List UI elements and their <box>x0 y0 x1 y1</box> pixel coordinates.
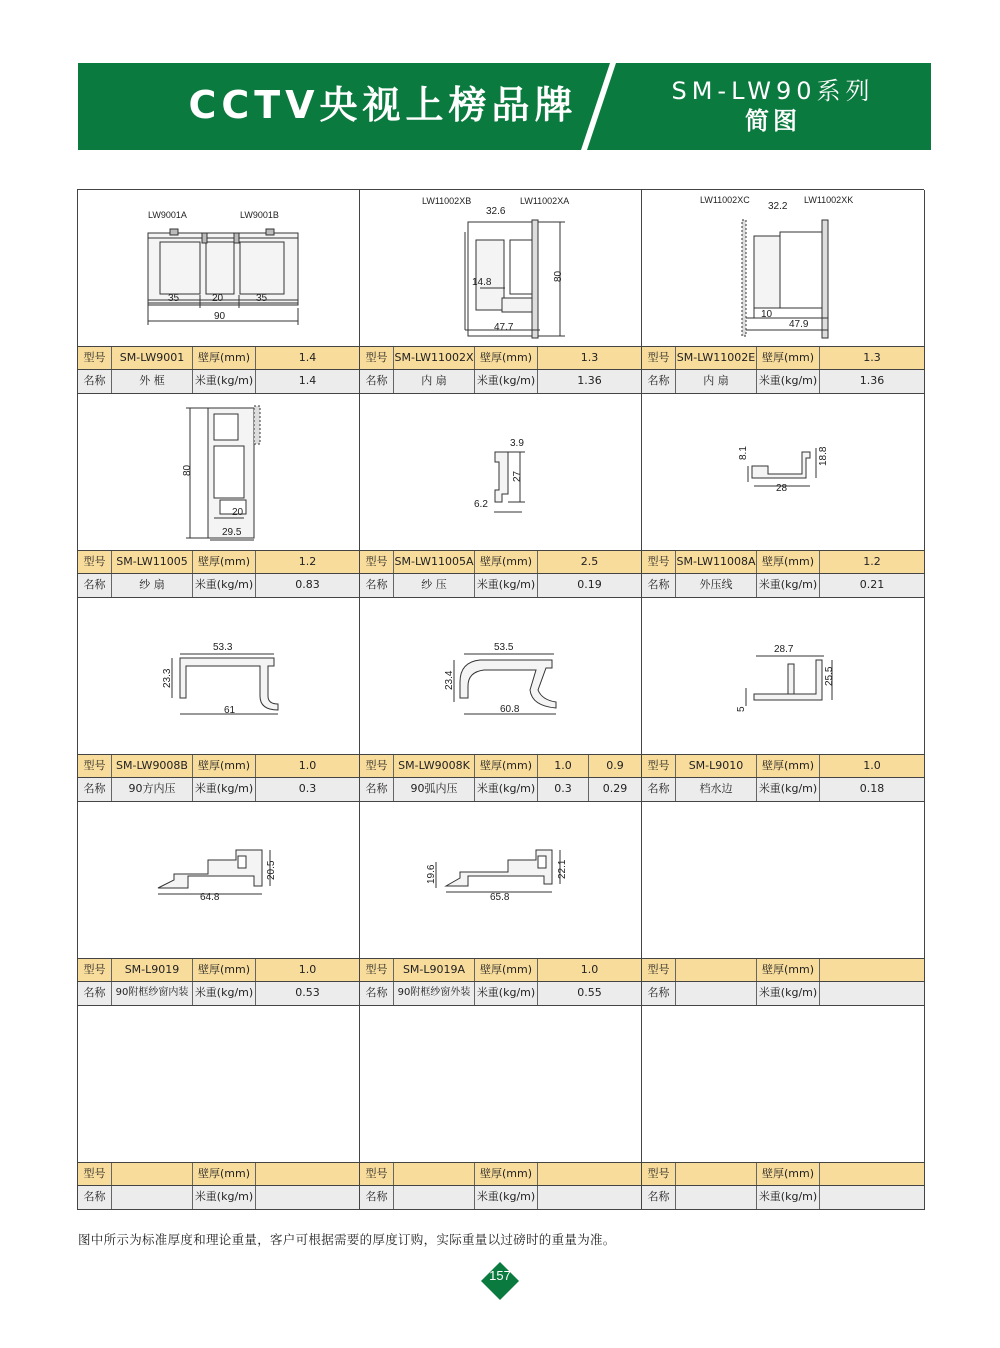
dim-label: 20 <box>232 507 244 518</box>
model-code: SM-L9019A <box>394 959 475 981</box>
wall-value <box>538 1163 641 1185</box>
dim-label: 90 <box>214 311 226 322</box>
weight-value: 0.19 <box>577 578 602 591</box>
dim-label: 64.8 <box>200 892 220 903</box>
label-weight: 米重(kg/m) <box>757 778 820 801</box>
label-wall: 壁厚(mm) <box>757 959 820 981</box>
dim-label: 80 <box>553 270 564 282</box>
label-wall: 壁厚(mm) <box>475 959 538 981</box>
label-weight: 米重(kg/m) <box>757 982 820 1005</box>
label-name: 名称 <box>642 370 676 393</box>
product-name: 90弧内压 <box>394 778 475 801</box>
weight-value <box>820 982 924 1005</box>
product-name: 90方内压 <box>112 778 193 801</box>
model-code: SM-L9019 <box>112 959 193 981</box>
label-weight: 米重(kg/m) <box>475 982 538 1005</box>
profile-card-empty <box>642 802 925 1006</box>
profile-drawing <box>360 598 641 755</box>
model-code: SM-LW9008B <box>112 755 193 777</box>
profile-card <box>360 190 642 394</box>
dim-label: 3.9 <box>510 438 524 449</box>
spec-row-name <box>360 1186 641 1209</box>
spec-row-name <box>78 778 359 801</box>
label-model: 型号 <box>360 347 394 369</box>
spec-row-model <box>360 959 641 982</box>
model-code: SM-LW9008K <box>394 755 475 777</box>
profile-drawing <box>78 598 359 755</box>
dim-label: 60.8 <box>500 704 520 715</box>
product-name <box>676 982 757 1005</box>
dim-label: 6.2 <box>474 499 488 510</box>
spec-row-name <box>642 982 924 1005</box>
profile-drawing <box>78 1006 359 1163</box>
product-name: 外 框 <box>112 370 193 393</box>
label-model: 型号 <box>78 1163 112 1185</box>
wall-value: 1.4 <box>298 351 317 364</box>
page-subtitle: 简图 <box>745 107 801 135</box>
label-name: 名称 <box>642 574 676 597</box>
dim-label: 80 <box>182 464 193 476</box>
dim-label: LW9001A <box>148 210 187 220</box>
profile-catalog-grid <box>77 189 924 1210</box>
label-name: 名称 <box>360 982 394 1005</box>
weight-value <box>820 1186 924 1209</box>
spec-row-model <box>360 755 641 778</box>
label-model: 型号 <box>78 755 112 777</box>
dim-label: 29.5 <box>222 527 242 538</box>
model-code: SM-LW11008A <box>676 551 757 573</box>
dim-label: 61 <box>224 705 236 716</box>
weight-value: 0.3 <box>298 782 317 795</box>
wall-value: 1.2 <box>298 555 317 568</box>
spec-row-model <box>642 551 924 574</box>
model-code: SM-LW11002X <box>394 347 475 369</box>
spec-row-model <box>642 755 924 778</box>
profile-drawing <box>642 190 924 347</box>
spec-row-model <box>642 959 924 982</box>
model-code <box>394 1163 475 1185</box>
profile-card <box>642 394 925 598</box>
label-weight: 米重(kg/m) <box>475 1186 538 1209</box>
spec-row-model <box>78 755 359 778</box>
dim-label: 18.8 <box>818 446 829 466</box>
dim-label: 47.7 <box>494 322 514 333</box>
wall-value <box>820 959 924 981</box>
label-name: 名称 <box>78 370 112 393</box>
dim-label: LW11002XA <box>520 196 570 206</box>
label-name: 名称 <box>360 778 394 801</box>
dim-label: 22.1 <box>557 859 568 879</box>
label-model: 型号 <box>642 551 676 573</box>
profile-card-empty <box>78 1006 360 1210</box>
spec-row-model <box>360 551 641 574</box>
profile-drawing <box>642 1006 924 1163</box>
label-wall: 壁厚(mm) <box>193 959 256 981</box>
profile-drawing <box>78 394 359 551</box>
wall-value: 1.0 <box>298 759 317 772</box>
profile-drawing <box>360 802 641 959</box>
label-wall: 壁厚(mm) <box>193 551 256 573</box>
dim-label: 19.6 <box>426 864 437 884</box>
dim-label: 8.1 <box>738 446 749 460</box>
profile-card <box>78 802 360 1006</box>
label-name: 名称 <box>360 370 394 393</box>
model-code: SM-LW11005 <box>112 551 193 573</box>
label-weight: 米重(kg/m) <box>193 574 256 597</box>
label-model: 型号 <box>642 959 676 981</box>
product-name: 纱 扇 <box>112 574 193 597</box>
dim-label: 28.7 <box>774 644 794 655</box>
spec-row-name <box>642 1186 924 1209</box>
product-name <box>676 1186 757 1209</box>
product-name <box>112 1186 193 1209</box>
weight-value: 0.53 <box>295 986 320 999</box>
spec-row-name <box>78 370 359 393</box>
weight-value: 0.18 <box>859 782 885 795</box>
product-name <box>394 1186 475 1209</box>
label-name: 名称 <box>642 982 676 1005</box>
weight-value <box>256 1186 359 1209</box>
wall-value: 1.3 <box>863 351 881 364</box>
profile-card-empty <box>360 1006 642 1210</box>
profile-card <box>642 598 925 802</box>
label-wall: 壁厚(mm) <box>757 551 820 573</box>
spec-row-name <box>360 982 641 1005</box>
profile-drawing <box>642 598 924 755</box>
model-code: SM-LW9001 <box>112 347 193 369</box>
series-title: SM-LW90系列 <box>671 77 875 105</box>
profile-drawing <box>360 394 641 551</box>
label-weight: 米重(kg/m) <box>757 574 820 597</box>
profile-card <box>642 190 925 394</box>
dim-label: 32.6 <box>486 206 506 217</box>
profile-card <box>78 394 360 598</box>
label-weight: 米重(kg/m) <box>475 370 538 393</box>
spec-row-model <box>642 347 924 370</box>
product-name: 内 扇 <box>676 370 757 393</box>
spec-row-model <box>78 347 359 370</box>
dim-label: 28 <box>776 483 788 494</box>
label-wall: 壁厚(mm) <box>757 755 820 777</box>
label-weight: 米重(kg/m) <box>193 778 256 801</box>
label-model: 型号 <box>642 755 676 777</box>
spec-row-name <box>642 574 924 597</box>
spec-row-name <box>78 982 359 1005</box>
profile-card <box>78 190 360 394</box>
label-wall: 壁厚(mm) <box>475 551 538 573</box>
label-name: 名称 <box>360 1186 394 1209</box>
label-model: 型号 <box>78 959 112 981</box>
brand-title: CCTV央视上榜品牌 <box>188 83 578 127</box>
weight-value: 0.3 <box>538 778 589 801</box>
profile-drawing <box>78 190 359 347</box>
spec-row-name <box>642 370 924 393</box>
profile-card <box>360 598 642 802</box>
wall-value: 1.0 <box>863 759 881 772</box>
weight-value-alt: 0.29 <box>602 782 628 795</box>
label-wall: 壁厚(mm) <box>193 347 256 369</box>
label-wall: 壁厚(mm) <box>193 755 256 777</box>
label-model: 型号 <box>78 551 112 573</box>
weight-value: 1.36 <box>577 374 602 387</box>
label-model: 型号 <box>78 347 112 369</box>
label-model: 型号 <box>642 347 676 369</box>
dim-label: 35 <box>256 293 268 304</box>
label-weight: 米重(kg/m) <box>193 982 256 1005</box>
spec-row-model <box>78 551 359 574</box>
wall-value <box>820 1163 924 1185</box>
profile-drawing <box>360 190 641 347</box>
label-wall: 壁厚(mm) <box>475 1163 538 1185</box>
weight-value: 1.36 <box>859 374 885 387</box>
spec-row-model <box>360 1163 641 1186</box>
model-code <box>112 1163 193 1185</box>
profile-card <box>360 802 642 1006</box>
profile-drawing <box>78 802 359 959</box>
dim-label: LW11002XK <box>804 195 854 205</box>
dim-label: 25.5 <box>824 666 835 686</box>
dim-label: 14.8 <box>472 277 492 288</box>
product-name: 档水边 <box>676 778 757 801</box>
spec-row-model <box>78 1163 359 1186</box>
dim-label: 53.5 <box>494 642 514 653</box>
label-wall: 壁厚(mm) <box>193 1163 256 1185</box>
dim-label: 35 <box>168 293 180 304</box>
label-wall: 壁厚(mm) <box>475 755 538 777</box>
label-weight: 米重(kg/m) <box>193 370 256 393</box>
label-name: 名称 <box>78 1186 112 1209</box>
label-wall: 壁厚(mm) <box>475 347 538 369</box>
label-model: 型号 <box>642 1163 676 1185</box>
profile-card <box>78 598 360 802</box>
weight-value: 0.21 <box>859 578 885 591</box>
model-code <box>676 959 757 981</box>
dim-label: 20.5 <box>266 860 277 880</box>
model-code: SM-L9010 <box>676 755 757 777</box>
product-name: 纱 压 <box>394 574 475 597</box>
profile-drawing <box>642 394 924 551</box>
wall-value: 2.5 <box>580 555 599 568</box>
label-name: 名称 <box>642 778 676 801</box>
label-name: 名称 <box>78 574 112 597</box>
label-weight: 米重(kg/m) <box>757 1186 820 1209</box>
dim-label: LW11002XB <box>422 196 472 206</box>
product-name: 外压线 <box>676 574 757 597</box>
dim-label: 53.3 <box>213 642 233 653</box>
label-name: 名称 <box>360 574 394 597</box>
label-weight: 米重(kg/m) <box>475 778 538 801</box>
wall-value <box>256 1163 359 1185</box>
weight-value: 0.83 <box>295 578 320 591</box>
profile-card <box>360 394 642 598</box>
wall-value-alt: 0.9 <box>606 759 624 772</box>
dim-label: 20 <box>212 293 224 304</box>
weight-value: 0.55 <box>577 986 602 999</box>
dim-label: LW11002XC <box>700 195 750 205</box>
wall-value: 1.2 <box>863 555 881 568</box>
label-wall: 壁厚(mm) <box>757 347 820 369</box>
wall-value: 1.0 <box>580 963 599 976</box>
header-banner <box>78 63 931 150</box>
profile-drawing <box>360 1006 641 1163</box>
profile-card-empty <box>642 1006 925 1210</box>
label-wall: 壁厚(mm) <box>757 1163 820 1185</box>
dim-label: 5 <box>736 706 747 712</box>
label-weight: 米重(kg/m) <box>193 1186 256 1209</box>
weight-value: 1.4 <box>298 374 317 387</box>
label-name: 名称 <box>642 1186 676 1209</box>
label-weight: 米重(kg/m) <box>475 574 538 597</box>
dim-label: 23.3 <box>162 668 173 688</box>
spec-row-name <box>78 1186 359 1209</box>
model-code <box>676 1163 757 1185</box>
model-code: SM-LW11002E <box>676 347 757 369</box>
label-weight: 米重(kg/m) <box>757 370 820 393</box>
dim-label: 10 <box>761 309 773 320</box>
dim-label: 65.8 <box>490 892 510 903</box>
label-name: 名称 <box>78 778 112 801</box>
spec-row-name <box>360 574 641 597</box>
footnote: 图中所示为标准厚度和理论重量，客户可根据需要的厚度订购，实际重量以过磅时的重量为准。 <box>78 1232 616 1247</box>
wall-value: 1.0 <box>298 963 317 976</box>
spec-row-name <box>642 778 924 801</box>
dim-label: 27 <box>512 470 523 482</box>
label-model: 型号 <box>360 755 394 777</box>
label-model: 型号 <box>360 551 394 573</box>
wall-value: 1.0 <box>538 755 589 777</box>
label-model: 型号 <box>360 1163 394 1185</box>
label-model: 型号 <box>360 959 394 981</box>
dim-label: 23.4 <box>444 670 455 690</box>
wall-value: 1.3 <box>580 351 599 364</box>
profile-drawing <box>642 802 924 959</box>
page-number: 157 <box>489 1268 511 1283</box>
weight-value <box>538 1186 641 1209</box>
product-name: 90附框纱窗内装 <box>112 982 193 1005</box>
model-code: SM-LW11005A <box>394 551 475 573</box>
spec-row-name <box>78 574 359 597</box>
product-name: 内 扇 <box>394 370 475 393</box>
dim-label: LW9001B <box>240 210 279 220</box>
spec-row-name <box>360 778 641 801</box>
dim-label: 32.2 <box>768 201 788 212</box>
product-name: 90附框纱窗外装 <box>394 982 475 1005</box>
spec-row-model <box>360 347 641 370</box>
spec-row-model <box>78 959 359 982</box>
dim-label: 47.9 <box>789 319 809 330</box>
label-name: 名称 <box>78 982 112 1005</box>
spec-row-name <box>360 370 641 393</box>
spec-row-model <box>642 1163 924 1186</box>
